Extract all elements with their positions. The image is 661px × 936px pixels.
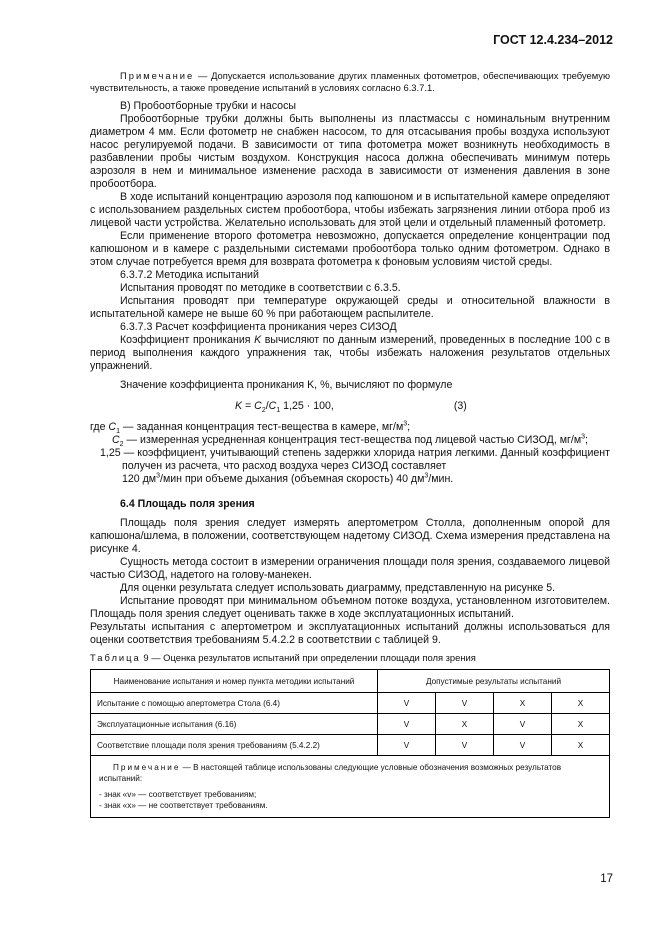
note-item: - знак «v» — соответствует требованиям; [99, 790, 257, 799]
table-row [91, 735, 610, 756]
paragraph: Испытания проводят при температуре окружающей среды и относительной влажности в испытательной камере не выше 60 % при работающем распылителе. [90, 295, 610, 320]
paragraph: Сущность метода состоит в измерении ограничения площади поля зрения, создаваемого лицевой частью СИЗОД, надетого на голову-манекен. [90, 556, 610, 581]
paragraph: В ходе испытаний концентрацию аэрозоля под капюшоном и в испытательной камере определяют с использованием раздельных систем пробоотбора, чтобы избежать загрязнения линии отбора проб из лицевой части устройства. Желательно использовать для этой цели и отдельный пламенный фотометр. [90, 191, 610, 229]
result-cell: X [494, 693, 552, 714]
paragraph: Пробоотборные трубки должны быть выполнены из пластмассы с номинальным внутренним диаметром 4 мм. Если фотометр не снабжен насосом, то для отсасывания пробы воздуха используют насос регулируемой подачи. В зависимости от типа фотометра может возникнуть необходимость в разбавлении пробы чистым воздухом. Конструкция насоса должна обеспечивать минимум потерь аэрозоля в нем и минимальное изменение расхода в зависимости от изменения давления в зоне пробоотбора. [90, 113, 610, 190]
result-cell: V [378, 714, 436, 735]
subsection-heading: 6.3.7.2 Методика испытаний [120, 269, 259, 281]
row-name: Соответствие площади поля зрения требованиям (5.4.2.2) [91, 735, 378, 756]
note-label: Примечание [120, 70, 195, 81]
document-code: ГОСТ 12.4.234–2012 [493, 33, 613, 47]
paragraph: Результаты испытания с апертометром и эксплуатационных испытаний должны использоваться для оценки соответствия требованиям 5.4.2.2 в соответствии с таблицей 9. [90, 621, 610, 646]
table-header-row [91, 670, 610, 693]
paragraph: Испытание проводят при минимальном объемном потоке воздуха, установленном изготовителем. Площадь поля зрения следует оценивать также в ходе эксплуатационных испытаний. [90, 595, 610, 620]
page-content [90, 70, 610, 818]
paragraph: Площадь поля зрения следует измерять апертометром Столла, дополненным опорой для капюшона/шлема, в положении, соответствующем надетому СИЗОД. Схема измерения представлена на рисунке 4. [90, 517, 610, 555]
result-cell: V [436, 735, 494, 756]
row-name: Эксплуатационные испытания (6.16) [91, 714, 378, 735]
paragraph: В) Пробоотборные трубки и насосы [120, 100, 296, 112]
note-text: — Допускается использование других пламенных фотометров, обеспечивающих требуемую чувствительность, а также проведение испытаний в условиях согласно 6.3.7.1. [90, 70, 610, 93]
result-cell: V [378, 693, 436, 714]
paragraph: Значение коэффициента проникания K, %, вычисляют по формуле [120, 379, 453, 391]
result-cell: V [378, 735, 436, 756]
header-results: Допустимые результаты испытаний [378, 670, 610, 693]
table-note-row [91, 756, 610, 818]
formula-number: (3) [453, 400, 467, 412]
result-cell: V [436, 693, 494, 714]
definition-c1: где $C_1$ — заданная концентрация тест-вещества в камере, $мг/м^3$; [90, 420, 411, 436]
table-caption: Таблица 9 — Оценка результатов испытаний при определении площади поля зрения [90, 652, 476, 663]
result-cell: X [552, 714, 610, 735]
result-cell: X [436, 714, 494, 735]
definition-c2: $C_2$ — измеренная усредненная концентрация тест-вещества под лицевой частью СИЗОД, $мг/м^3$; [112, 433, 588, 449]
definition-coefficient-cont: 120 $дм^3$/мин при объеме дыхания (объемная скорость) 40 $дм^3$/мин. [122, 472, 454, 485]
paragraph: Для оценки результата следует использовать диаграмму, представленную на рисунке 5. [120, 582, 556, 594]
results-table [90, 669, 610, 818]
page-number: 17 [600, 873, 613, 885]
definition-coefficient: 1,25 — коэффициент, учитывающий степень задержки хлорида натрия легкими. Данный коэффициент получен из расчета, что расход воздуха через СИЗОД составляет [100, 447, 610, 472]
note-item: - знак «x» — не соответствует требованиям. [99, 801, 268, 810]
header-test-name: Наименование испытания и номер пункта методики испытаний [91, 670, 378, 693]
paragraph: Испытания проводят по методике в соответствии с 6.3.5. [120, 282, 401, 294]
result-cell: V [494, 714, 552, 735]
subsection-heading: 6.3.7.3 Расчет коэффициента проникания через СИЗОД [120, 321, 397, 333]
table-note: Примечание — В настоящей таблице использованы следующие условные обозначения возможных результатов испытаний: - знак «v» — соответствует требованиям; - знак «x» — не соответствует требованиям. [91, 756, 610, 818]
result-cell: X [552, 693, 610, 714]
result-cell: V [494, 735, 552, 756]
paragraph: Если применение второго фотометра невозможно, допускается определение концентрации под капюшоном и в камере с раздельными системами пробоотбора только одним фотометром. Однако в этом случае потребуется время для возврата фотометра к фоновым условиям чистой среды. [90, 230, 610, 268]
paragraph: Коэффициент проникания K вычисляют по данным измерений, проведенных в последние 100 с в период выполнения каждого упражнения так, чтобы избежать наложения результатов отдельных упражнений. [90, 334, 610, 372]
table-row [91, 693, 610, 714]
result-cell: X [552, 735, 610, 756]
row-name: Испытание с помощью апертометра Стола (6.4) [91, 693, 378, 714]
table-row [91, 714, 610, 735]
formula: $K = C_2/C_1$ 1,25 · 100, (3) [235, 400, 467, 415]
note-paragraph [90, 70, 610, 94]
section-heading: 6.4 Площадь поля зрения [120, 498, 255, 510]
